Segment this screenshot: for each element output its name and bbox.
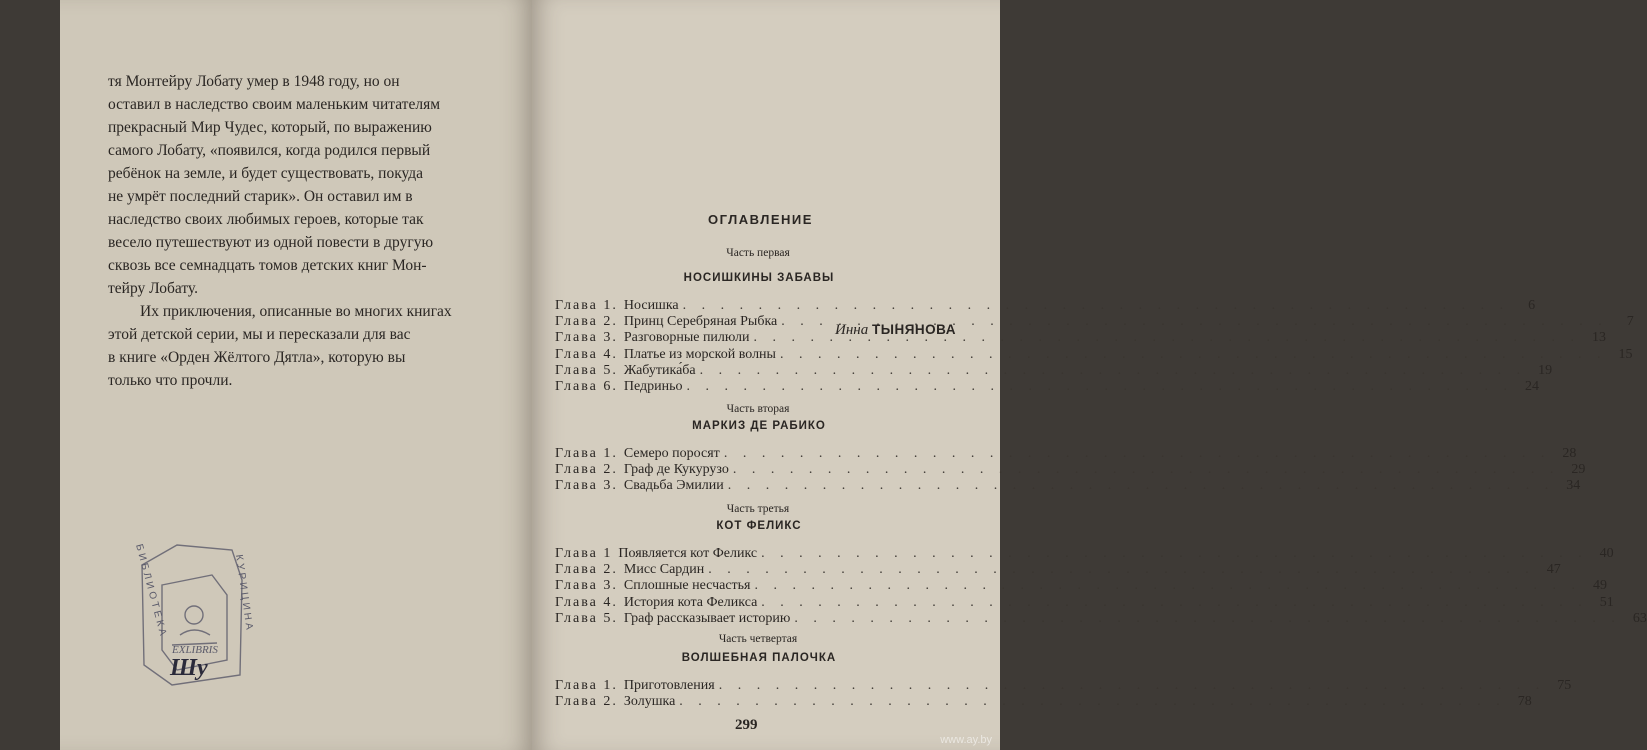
toc-entry[interactable] [555, 694, 1532, 710]
toc-entry[interactable] [555, 446, 1577, 462]
text-line: только что прочли. [108, 372, 233, 389]
text-line: сквозь все семнадцать томов детских книг Мон- [108, 257, 427, 274]
toc-section [555, 546, 1647, 627]
toc-entry[interactable] [555, 578, 1607, 594]
part-title: МАРКИЗ ДЕ РАБИКО [692, 420, 826, 432]
chapter-page: 13 [1592, 330, 1607, 346]
chapter-page: 78 [1517, 694, 1532, 710]
chapter-title: История кота Феликса [623, 594, 758, 610]
chapter-number: Глава 3. [555, 578, 618, 594]
svg-text:БИБЛИОТЕКА: БИБЛИОТЕКА [133, 542, 169, 640]
chapter-page: 47 [1546, 562, 1561, 578]
chapter-page: 75 [1557, 678, 1572, 693]
chapter-number: Глава 5. [555, 362, 618, 378]
chapter-page: 19 [1538, 362, 1553, 378]
text-line: не умрёт последний старик». Он оставил им в [108, 188, 413, 205]
chapter-title: Золушка [623, 694, 676, 710]
toc-section [555, 446, 1586, 495]
toc-entry[interactable] [555, 362, 1553, 379]
toc-entry[interactable] [555, 610, 1647, 627]
chapter-number: Глава 4. [555, 346, 618, 362]
chapter-number: Глава 1 [555, 546, 613, 561]
chapter-number: Глава 6. [555, 378, 618, 394]
chapter-page: 29 [1571, 462, 1586, 478]
toc-entry[interactable] [555, 298, 1536, 314]
chapter-number: Глава 2. [555, 314, 618, 330]
toc-entry[interactable] [555, 594, 1614, 611]
chapter-page: 24 [1525, 378, 1540, 394]
chapter-page: 40 [1599, 546, 1614, 561]
part-title: НОСИШКИНЫ ЗАБАВЫ [683, 272, 835, 284]
chapter-title: Приготовления [623, 678, 715, 693]
chapter-page: 63 [1632, 610, 1647, 626]
part-title: КОТ ФЕЛИКС [716, 520, 802, 532]
toc-section [555, 298, 1634, 395]
toc-entry[interactable] [555, 378, 1540, 395]
toc-entry[interactable] [555, 346, 1633, 363]
chapter-title: Граф рассказывает историю [623, 610, 791, 626]
chapter-title: Граф де Кукурузо [623, 462, 729, 478]
page-number: 299 [735, 717, 758, 733]
library-stamp [132, 525, 255, 695]
chapter-number: Глава 1. [555, 298, 618, 313]
text-line: весело путешествуют из одной повести в другую [108, 234, 434, 251]
toc-title: ОГЛАВЛЕНИЕ [708, 212, 813, 227]
toc-entry[interactable] [555, 478, 1581, 494]
chapter-number: Глава 3. [555, 478, 618, 494]
chapter-title: Свадьба Эмилии [623, 478, 724, 494]
author-last-name: ТЫНЯНОВА [872, 322, 956, 337]
part-label: Часть вторая [726, 403, 790, 415]
toc-entry[interactable] [555, 330, 1607, 346]
chapter-page: 49 [1593, 578, 1607, 594]
afterword-text [108, 70, 496, 392]
svg-text:EXLIBRIS: EXLIBRIS [172, 644, 218, 656]
chapter-title: Носишка [623, 298, 679, 313]
chapter-page: 34 [1566, 478, 1581, 494]
text-line: ребёнок на земле, и будет существовать, покуда [108, 165, 424, 182]
text-line: оставил в наследство своим маленьким читателям [108, 96, 441, 113]
chapter-title: Педриньо [623, 378, 683, 394]
part-label: Часть четвертая [718, 633, 798, 645]
toc-entry[interactable] [555, 462, 1586, 478]
part-title: ВОЛШЕБНАЯ ПАЛОЧКА [681, 652, 837, 664]
chapter-number: Глава 2. [555, 462, 618, 478]
toc-entry[interactable] [555, 314, 1634, 330]
chapter-title: Жабутика́ба [623, 362, 696, 378]
toc-section [555, 678, 1572, 710]
chapter-title: Платье из морской волны [623, 346, 776, 362]
chapter-title: Семеро поросят [623, 446, 720, 461]
chapter-number: Глава 2. [555, 562, 618, 578]
text-line: прекрасный Мир Чудес, который, по выражению [108, 119, 432, 136]
toc-entry[interactable] [555, 546, 1614, 562]
chapter-page: 51 [1599, 594, 1614, 610]
text-line: тя Монтейру Лобату умер в 1948 году, но он [108, 73, 400, 90]
chapter-page: 15 [1618, 346, 1633, 362]
part-label: Часть первая [726, 247, 790, 259]
chapter-title: Принц Серебряная Рыбка [623, 314, 778, 330]
svg-text:Шу: Шу [170, 655, 208, 681]
toc-entry[interactable] [555, 678, 1572, 694]
text-line: наследство своих любимых героев, которые так [108, 211, 424, 228]
text-line: самого Лобату, «появился, когда родился первый [108, 142, 431, 159]
chapter-title: Появляется кот Феликс [618, 546, 758, 561]
svg-text:КУРИЦИНА: КУРИЦИНА [233, 553, 255, 634]
chapter-title: Мисс Сардин [623, 562, 705, 578]
author-first-name: Инна [835, 322, 869, 338]
text-line: тейру Лобату. [108, 280, 199, 297]
chapter-number: Глава 3. [555, 330, 618, 346]
text-line: этой детской серии, мы и пересказали для вас [108, 326, 411, 343]
chapter-number: Глава 2. [555, 694, 618, 710]
chapter-title: Разговорные пилюли [623, 330, 750, 346]
text-line: в книге «Орден Жёлтого Дятла», которую вы [108, 349, 406, 366]
chapter-page: 6 [1528, 298, 1536, 313]
chapter-page: 28 [1562, 446, 1577, 461]
chapter-number: Глава 4. [555, 594, 618, 610]
text-line: Их приключения, описанные во многих книгах [140, 303, 452, 320]
chapter-number: Глава 5. [555, 610, 618, 626]
part-label: Часть третья [726, 503, 790, 515]
watermark: www.ay.by [940, 734, 992, 746]
toc-entry[interactable] [555, 562, 1561, 578]
chapter-number: Глава 1. [555, 446, 618, 461]
chapter-number: Глава 1. [555, 678, 618, 693]
chapter-page: 7 [1626, 314, 1634, 330]
chapter-title: Сплошные несчастья [623, 578, 751, 594]
